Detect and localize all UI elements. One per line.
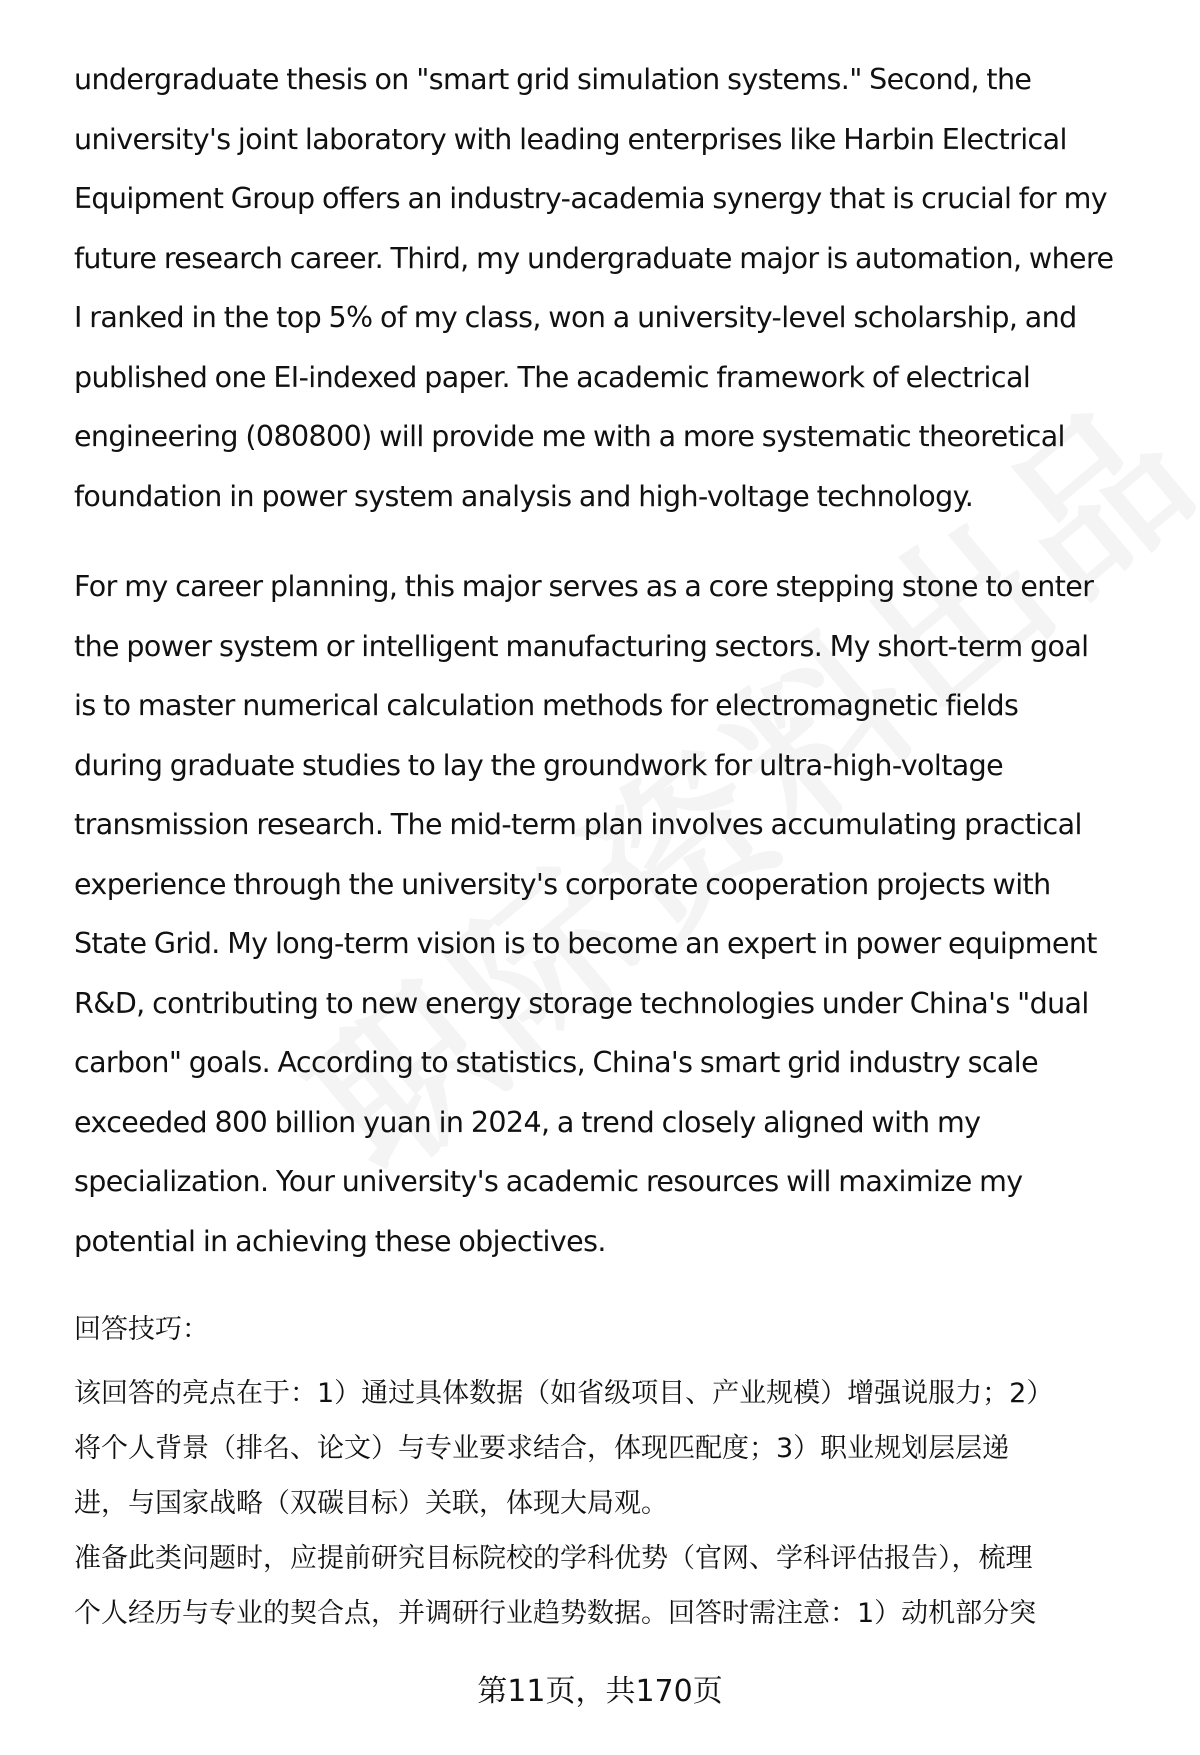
text-line: transmission research. The mid-term plan involves accumulating practical xyxy=(74,808,1082,841)
text-line: the power system or intelligent manufacturing sectors. My short-term goal xyxy=(74,629,1089,663)
text-line: specialization. Your university's academic resources will maximize my xyxy=(74,1165,1023,1198)
text-line: I ranked in the top 5% of my class, won a university-level scholarship, and xyxy=(74,301,1077,334)
text-line: experience through the university's corporate cooperation projects with xyxy=(74,867,1051,901)
text-line: exceeded 800 billion yuan in 2024, a trend closely aligned with my xyxy=(74,1105,981,1139)
text-line: 个人经历与专业的契合点，并调研行业趋势数据。回答时需注意：1）动机部分突 xyxy=(74,1598,1037,1629)
text-line: future research career. Third, my undergraduate major is automation, where xyxy=(74,241,1114,275)
text-line: potential in achieving these objectives. xyxy=(74,1224,606,1258)
text-line: undergraduate thesis on "smart grid simulation systems." Second, the xyxy=(74,63,1032,96)
text-line: 该回答的亮点在于：1）通过具体数据（如省级项目、产业规模）增强说服力；2） xyxy=(74,1378,1054,1409)
tips-heading xyxy=(74,1302,1154,1357)
paragraph-motivation xyxy=(74,50,1174,526)
text-line: carbon" goals. According to statistics, China's smart grid industry scale xyxy=(74,1046,1039,1079)
text-line: R&D, contributing to new energy storage technologies under China's "dual xyxy=(74,986,1089,1020)
text-line: Equipment Group offers an industry-academia synergy that is crucial for my xyxy=(74,182,1108,215)
text-line: foundation in power system analysis and high-voltage technology. xyxy=(74,479,974,513)
text-line: 将个人背景（排名、论文）与专业要求结合，体现匹配度；3）职业规划层层递 xyxy=(74,1433,1010,1464)
page-number-footer: 第11页，共170页 xyxy=(477,1674,723,1709)
text-line: during graduate studies to lay the groundwork for ultra-high-voltage xyxy=(74,748,1004,782)
text-line: is to master numerical calculation methods for electromagnetic fields xyxy=(74,689,1019,722)
text-line: 进，与国家战略（双碳目标）关联，体现大局观。 xyxy=(74,1488,668,1519)
text-line: State Grid. My long-term vision is to become an expert in power equipment xyxy=(74,927,1097,960)
tips-body xyxy=(74,1366,1154,1641)
text-line: 准备此类问题时，应提前研究目标院校的学科优势（官网、学科评估报告），梳理 xyxy=(74,1543,1033,1574)
text-line: For my career planning, this major serves as a core stepping stone to enter xyxy=(74,570,1094,603)
text-line: university's joint laboratory with leading enterprises like Harbin Electrical xyxy=(74,122,1067,156)
paragraph-career-planning xyxy=(74,557,1174,1271)
tips-heading-text: 回答技巧： xyxy=(74,1314,209,1345)
text-line: engineering (080800) will provide me with a more systematic theoretical xyxy=(74,420,1065,453)
text-line: published one EI-indexed paper. The academic framework of electrical xyxy=(74,360,1031,394)
